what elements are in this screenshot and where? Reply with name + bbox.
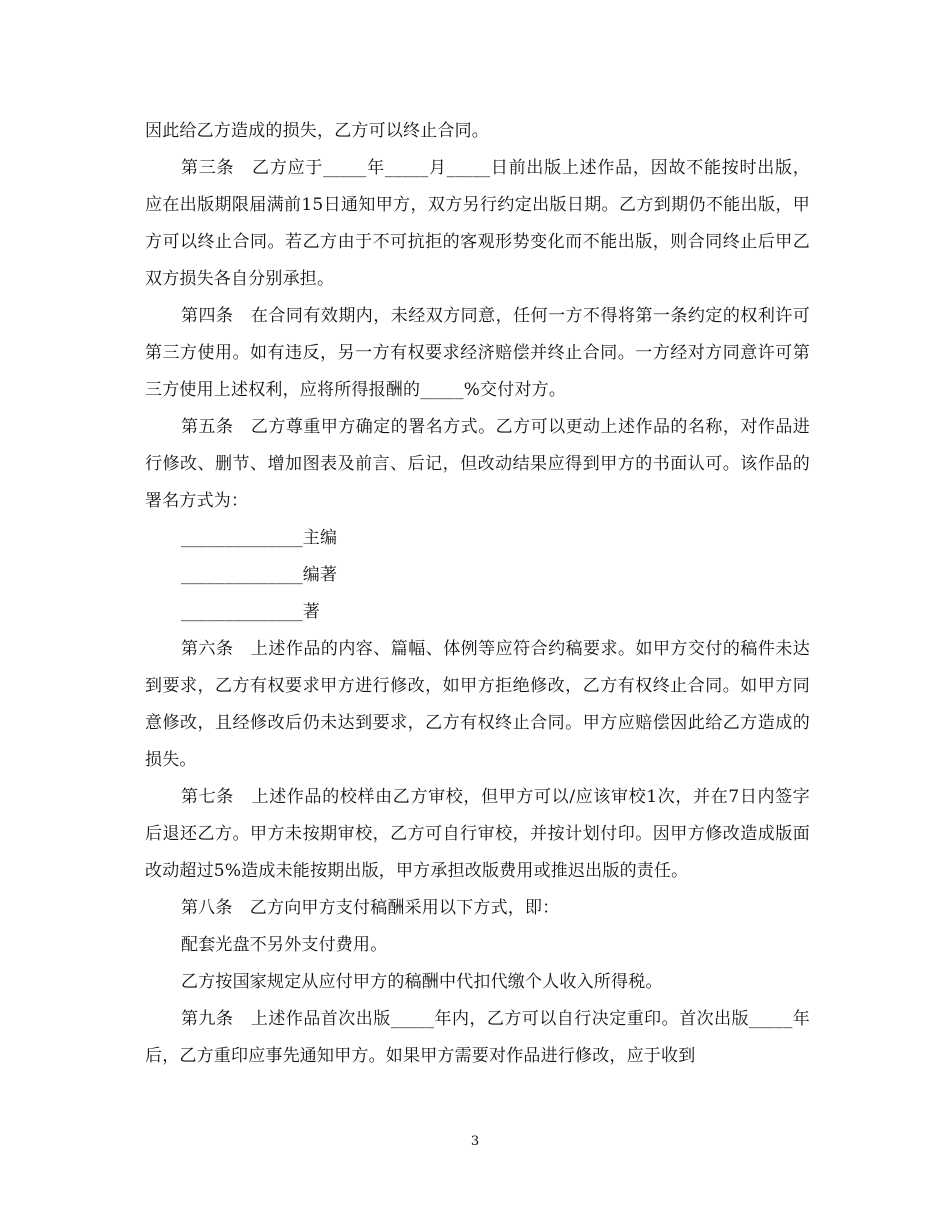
paragraph-continuation: 因此给乙方造成的损失，乙方可以终止合同。 xyxy=(145,121,489,141)
clause-8-note-tax: 乙方按国家规定从应付甲方的稿酬中代扣代缴个人收入所得税。 xyxy=(181,972,663,992)
signature-line-editor: ______________主编 xyxy=(181,528,338,548)
clause-8-note-cd: 配套光盘不另外支付费用。 xyxy=(181,935,388,955)
signature-line-compiler: ______________编著 xyxy=(181,565,338,585)
clause-3: 第三条 乙方应于_____年_____月_____日前出版上述作品，因故不能按时出版，应在出版期限届满前15日通知甲方，双方另行约定出版日期。乙方到期仍不能出版，甲方可以终止合同。若乙方由于不可抗拒的客观形势变化而不能出版，则合同终止后甲乙双方损失各自分别承担。 xyxy=(145,158,810,289)
signature-line-author: ______________著 xyxy=(181,602,320,622)
clause-7: 第七条 上述作品的校样由乙方审校，但甲方可以/应该审校1次，并在7日内签字后退还乙方。甲方未按期审校，乙方可自行审校，并按计划付印。因甲方修改造成版面改动超过5%造成未能按期出版，甲方承担改版费用或推迟出版的责任。 xyxy=(145,787,810,881)
clause-9: 第九条 上述作品首次出版_____年内，乙方可以自行决定重印。首次出版_____年后，乙方重印应事先通知甲方。如果甲方需要对作品进行修改，应于收到 xyxy=(145,1009,810,1066)
document-body xyxy=(145,113,810,1075)
clause-4: 第四条 在合同有效期内，未经双方同意，任何一方不得将第一条约定的权利许可第三方使用。如有违反，另一方有权要求经济赔偿并终止合同。一方经对方同意许可第三方使用上述权利，应将所得报酬的_____%交付对方。 xyxy=(145,306,810,400)
clause-5: 第五条 乙方尊重甲方确定的署名方式。乙方可以更动上述作品的名称，对作品进行修改、删节、增加图表及前言、后记，但改动结果应得到甲方的书面认可。该作品的署名方式为： xyxy=(145,417,810,511)
clause-6: 第六条 上述作品的内容、篇幅、体例等应符合约稿要求。如甲方交付的稿件未达到要求，乙方有权要求甲方进行修改，如甲方拒绝修改，乙方有权终止合同。如甲方同意修改，且经修改后仍未达到要求，乙方有权终止合同。甲方应赔偿因此给乙方造成的损失。 xyxy=(145,639,810,770)
page-number: 3 xyxy=(470,1134,480,1149)
clause-8: 第八条 乙方向甲方支付稿酬采用以下方式，即： xyxy=(181,898,560,918)
